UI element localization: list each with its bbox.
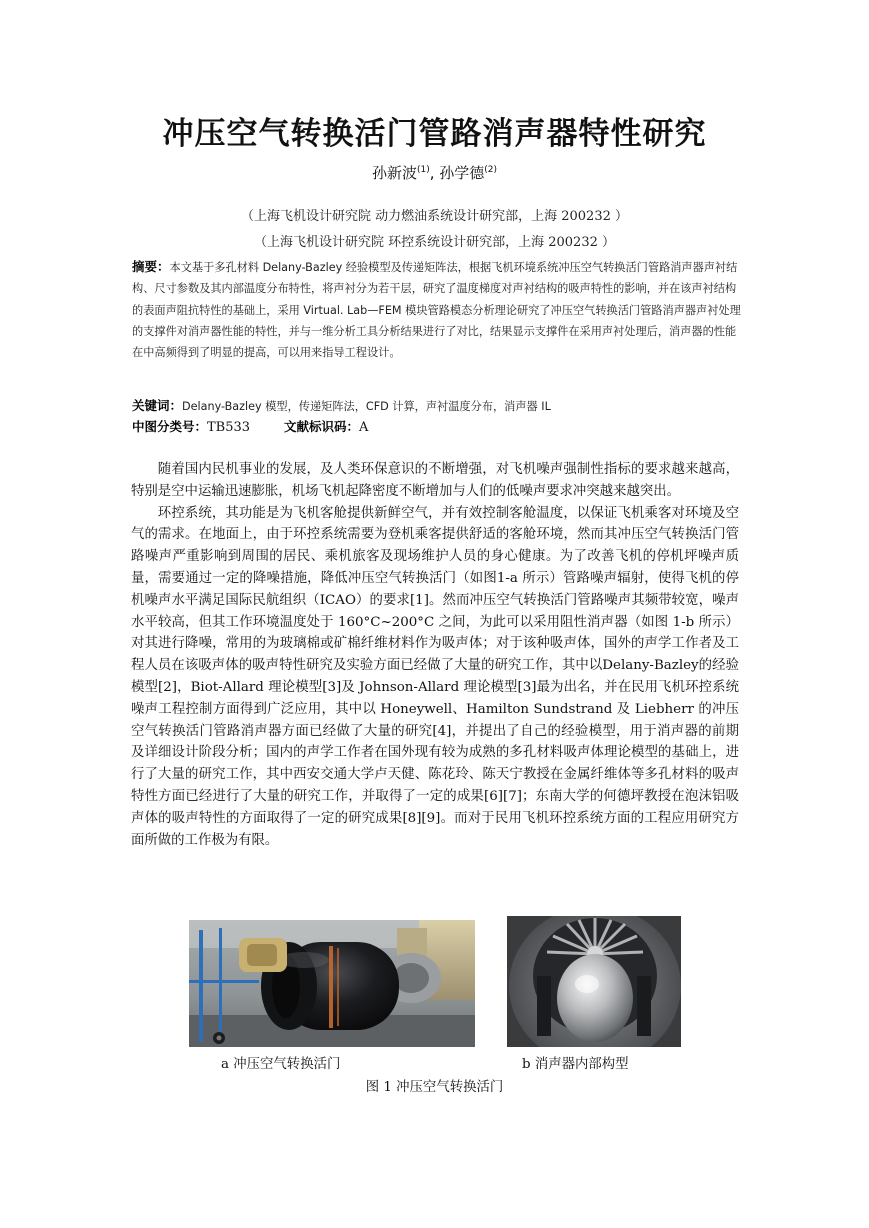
doc-code-label: 文献标识码：: [284, 419, 360, 434]
keywords-label: 关键词：: [132, 398, 183, 413]
author-separator: ,: [429, 164, 435, 182]
clc-value: TB533: [207, 420, 251, 435]
abstract-text: 本文基于多孔材料 Delany-Bazley 经验模型及传递矩阵法，根据飞机环境系统冲压空气转换活门管路消声器声衬结构、尺寸参数及其内部温度分布特性，将声衬分为若干层，研究了温度梯度对声衬结构的吸声特性的影响，并在该声衬结构的表面声阻抗特性的基础上，采用 Virtual. Lab—FEM 模块管路模态分析理论研究了冲压空气转换活门管路消声器声衬处理的支撑件对消声器性能的特性，并与一维分析工具分析结果进行了对比，结果显示支撑件在采用声衬处理后，消声器的性能在中高频得到了明显的提高，可以用来指导工程设计。: [132, 261, 741, 360]
body-paragraph: 环控系统，其功能是为飞机客舱提供新鲜空气，并有效控制客舱温度，以保证飞机乘客对环境及空气的需求。在地面上，由于环控系统需要为登机乘客提供舒适的客舱环境，然而其冲压空气转换活门管路噪声严重影响到周围的居民、乘机旅客及现场维护人员的身心健康。为了改善飞机的停机坪噪声质量，需要通过一定的降噪措施，降低冲压空气转换活门（如图1-a 所示）管路噪声辐射，使得飞机的停机噪声水平满足国际民航组织（ICAO）的要求[1]。然而冲压空气转换活门管路噪声其频带较宽，噪声水平较高，但其工作环境温度处于 160°C~200°C 之间，为此可以采用阻性消声器（如图 1-b 所示）对其进行降噪，常用的为玻璃棉或矿棉纤维材料作为吸声体；对于该种吸声体，国外的声学工作者及工程人员在该吸声体的吸声特性研究及实验方面已经做了大量的研究工作，其中以Delany-Bazley的经验模型[2]，Biot-Allard 理论模型[3]及 Johnson-Allard 理论模型[3]最为出名，并在民用飞机环控系统噪声工程控制方面得到广泛应用，其中以 Honeywell、Hamilton Sundstrand 及 Liebherr 的冲压空气转换活门管路消声器方面已经做了大量的研究[4]，并提出了自己的经验模型，用于消声器的前期及详细设计阶段分析；国内的声学工作者在国外现有较为成熟的多孔材料吸声体理论模型的基础上，进行了大量的研究工作，其中西安交通大学卢天健、陈花玲、陈天宁教授在金属纤维体等多孔材料的吸声特性方面已经进行了大量的研究工作，并取得了一定的成果[6][7]；东南大学的何德坪教授在泡沫铝吸声体的吸声特性的方面取得了一定的研究成果[8][9]。而对于民用飞机环控系统方面的工程应用研究方面所做的工作极为有限。: [131, 505, 739, 848]
keywords: [132, 396, 551, 414]
figure-1b-caption: b 消声器内部构型: [522, 1057, 629, 1072]
author-2-affiliation-mark: (2): [484, 165, 498, 175]
document-code: [284, 417, 368, 435]
author-line: [0, 162, 869, 183]
figure-1a-valve-photo: [189, 920, 475, 1047]
figure-1b-muffler-photo: [507, 916, 681, 1047]
author-1-affiliation-mark: (1): [416, 165, 430, 175]
paper-title: 冲压空气转换活门管路消声器特性研究: [162, 116, 707, 152]
doc-code-value: A: [359, 420, 369, 435]
body-text: [131, 459, 739, 851]
classification-code: [132, 417, 250, 435]
abstract-label: 摘要：: [132, 259, 170, 274]
figure-1a-caption: a 冲压空气转换活门: [221, 1057, 341, 1072]
affiliation-2: （上海飞机设计研究院 环控系统设计研究部，上海 200232 ）: [253, 235, 616, 250]
body-paragraph: 随着国内民机事业的发展，及人类环保意识的不断增强，对飞机噪声强制性指标的要求越来越高，特别是空中运输迅速膨胀，机场飞机起降密度不断增加与人们的低噪声要求冲突越来越突出。: [131, 462, 739, 499]
author-1: 孙新波: [371, 164, 417, 182]
affiliation-1: （上海飞机设计研究院 动力燃油系统设计研究部，上海 200232 ）: [240, 209, 629, 224]
author-2: 孙学德: [439, 164, 485, 182]
keywords-text: Delany-Bazley 模型，传递矩阵法，CFD 计算，声衬温度分布，消声器 IL: [182, 400, 551, 413]
clc-label: 中图分类号：: [132, 419, 208, 434]
figure-1-caption: 图 1 冲压空气转换活门: [365, 1080, 504, 1095]
abstract: [132, 256, 742, 363]
